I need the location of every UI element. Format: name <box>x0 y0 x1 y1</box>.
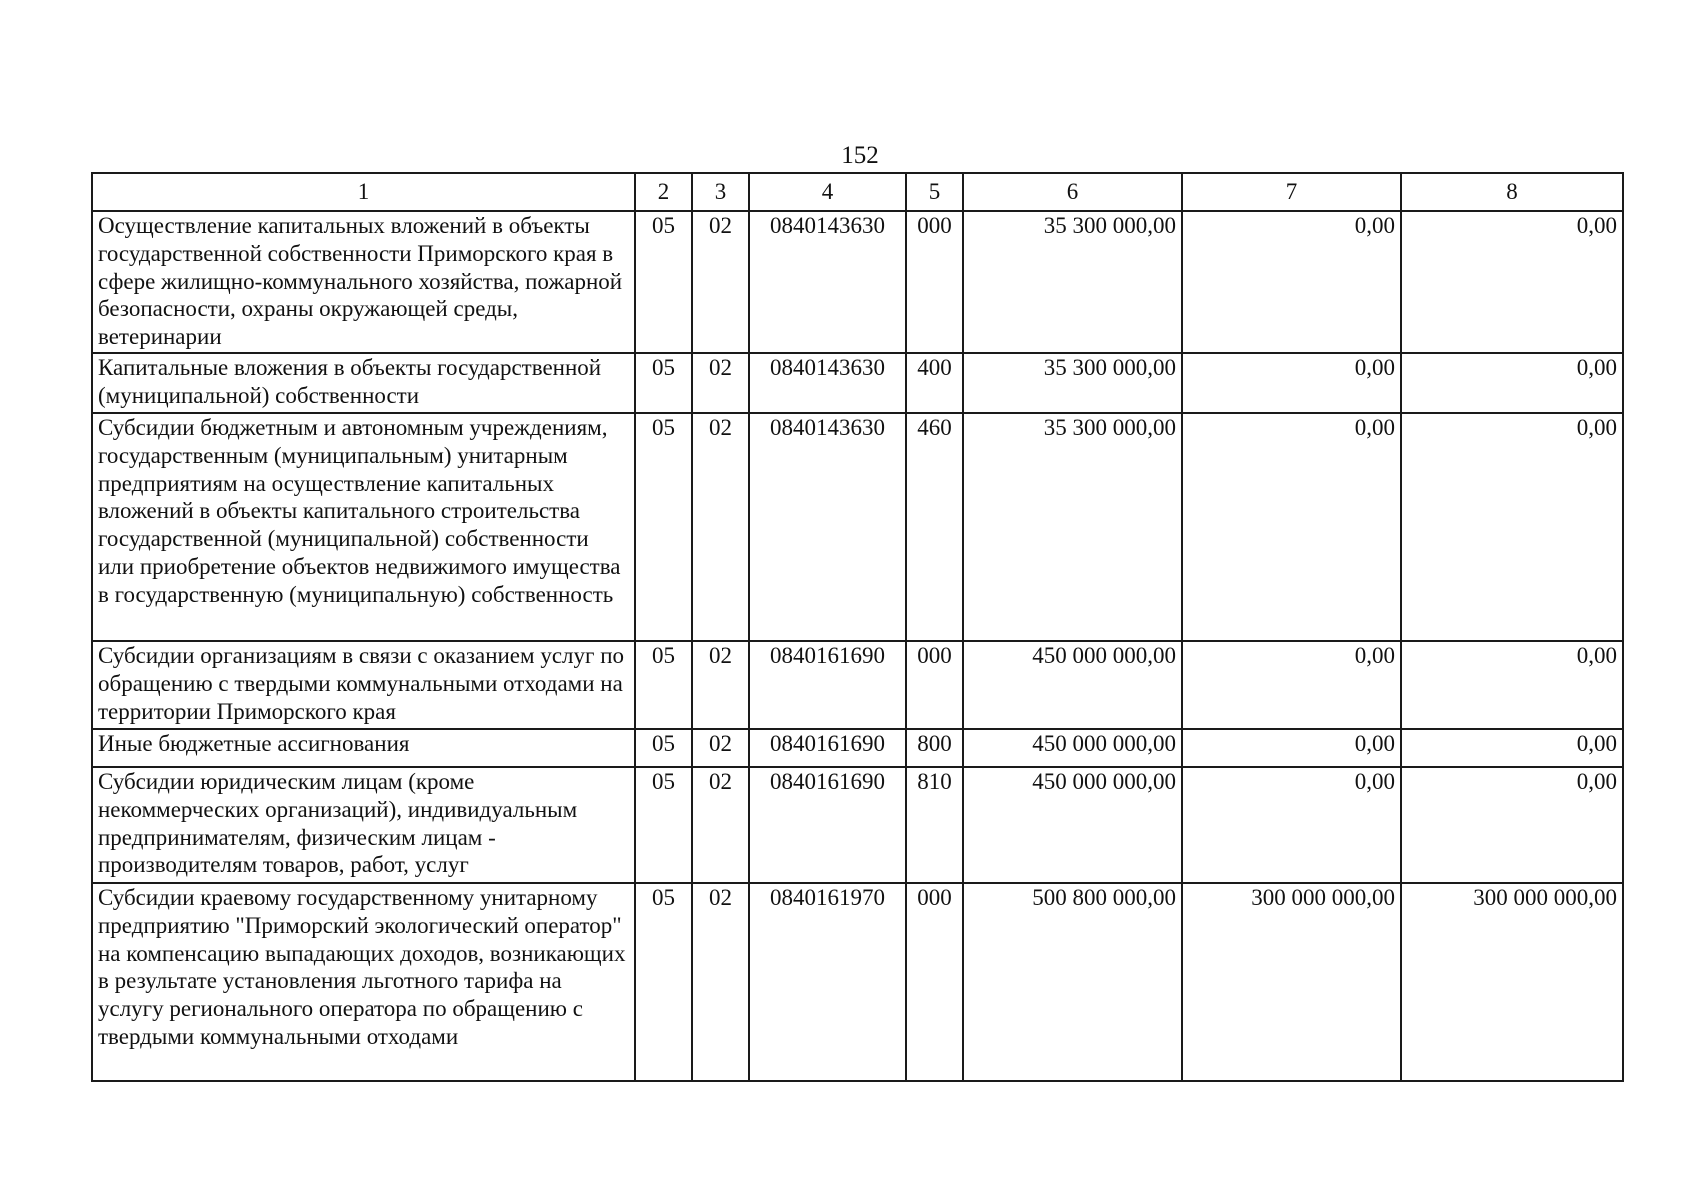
table-row <box>92 729 1623 767</box>
row-name: Субсидии юридическим лицам (кроме некоммерческих организаций), индивидуальным предпринимателям, физическим лицам - производителям товаров, работ, услуг <box>92 767 635 883</box>
row-amount-year1: 35 300 000,00 <box>963 211 1182 353</box>
row-subsection: 02 <box>692 211 749 353</box>
header-col-5: 5 <box>906 173 963 211</box>
row-section: 05 <box>635 883 692 1081</box>
row-name: Субсидии краевому государственному унитарному предприятию "Приморский экологический оператор" на компенсацию выпадающих доходов, возникающих в результате установления льготного тарифа на услугу регионального оператора по обращению с твердыми коммунальными отходами <box>92 883 635 1081</box>
row-amount-year1: 500 800 000,00 <box>963 883 1182 1081</box>
row-amount-year3: 0,00 <box>1401 767 1623 883</box>
row-expense-type: 810 <box>906 767 963 883</box>
table-row <box>92 413 1623 641</box>
row-target-code: 0840161970 <box>749 883 906 1081</box>
row-section: 05 <box>635 413 692 641</box>
row-target-code: 0840143630 <box>749 413 906 641</box>
row-amount-year2: 300 000 000,00 <box>1182 883 1401 1081</box>
row-amount-year2: 0,00 <box>1182 413 1401 641</box>
row-target-code: 0840161690 <box>749 641 906 729</box>
row-section: 05 <box>635 767 692 883</box>
table-row <box>92 353 1623 413</box>
row-amount-year2: 0,00 <box>1182 353 1401 413</box>
header-col-1: 1 <box>92 173 635 211</box>
row-target-code: 0840143630 <box>749 211 906 353</box>
header-col-6: 6 <box>963 173 1182 211</box>
row-section: 05 <box>635 211 692 353</box>
row-amount-year1: 450 000 000,00 <box>963 729 1182 767</box>
row-target-code: 0840143630 <box>749 353 906 413</box>
row-subsection: 02 <box>692 883 749 1081</box>
row-name: Осуществление капитальных вложений в объекты государственной собственности Приморского края в сфере жилищно-коммунального хозяйства, пожарной безопасности, охраны окружающей среды, ветеринарии <box>92 211 635 353</box>
page-number: 152 <box>841 142 879 169</box>
row-amount-year3: 0,00 <box>1401 729 1623 767</box>
header-col-3: 3 <box>692 173 749 211</box>
row-amount-year3: 0,00 <box>1401 353 1623 413</box>
row-expense-type: 000 <box>906 883 963 1081</box>
row-amount-year3: 0,00 <box>1401 413 1623 641</box>
table-row <box>92 767 1623 883</box>
row-section: 05 <box>635 729 692 767</box>
header-col-2: 2 <box>635 173 692 211</box>
row-expense-type: 000 <box>906 211 963 353</box>
header-col-7: 7 <box>1182 173 1401 211</box>
row-amount-year3: 0,00 <box>1401 211 1623 353</box>
row-section: 05 <box>635 641 692 729</box>
row-section: 05 <box>635 353 692 413</box>
row-amount-year2: 0,00 <box>1182 767 1401 883</box>
row-amount-year1: 450 000 000,00 <box>963 641 1182 729</box>
row-amount-year1: 35 300 000,00 <box>963 353 1182 413</box>
row-subsection: 02 <box>692 641 749 729</box>
row-amount-year3: 0,00 <box>1401 641 1623 729</box>
row-name: Субсидии организациям в связи с оказанием услуг по обращению с твердыми коммунальными отходами на территории Приморского края <box>92 641 635 729</box>
row-expense-type: 000 <box>906 641 963 729</box>
budget-table <box>91 172 1624 1082</box>
row-amount-year1: 450 000 000,00 <box>963 767 1182 883</box>
row-name: Субсидии бюджетным и автономным учреждениям, государственным (муниципальным) унитарным предприятиям на осуществление капитальных вложений в объекты капитального строительства государственной (муниципальной) собственности или приобретение объектов недвижимого имущества в государственную (муниципальную) собственность <box>92 413 635 641</box>
row-amount-year2: 0,00 <box>1182 641 1401 729</box>
row-amount-year2: 0,00 <box>1182 729 1401 767</box>
row-amount-year1: 35 300 000,00 <box>963 413 1182 641</box>
row-expense-type: 400 <box>906 353 963 413</box>
header-col-8: 8 <box>1401 173 1623 211</box>
row-amount-year3: 300 000 000,00 <box>1401 883 1623 1081</box>
row-subsection: 02 <box>692 413 749 641</box>
table-row <box>92 883 1623 1081</box>
table-row <box>92 641 1623 729</box>
row-name: Капитальные вложения в объекты государственной (муниципальной) собственности <box>92 353 635 413</box>
row-expense-type: 800 <box>906 729 963 767</box>
row-subsection: 02 <box>692 729 749 767</box>
row-target-code: 0840161690 <box>749 767 906 883</box>
row-name: Иные бюджетные ассигнования <box>92 729 635 767</box>
header-row <box>92 173 1623 211</box>
row-target-code: 0840161690 <box>749 729 906 767</box>
header-col-4: 4 <box>749 173 906 211</box>
row-amount-year2: 0,00 <box>1182 211 1401 353</box>
table-row <box>92 211 1623 353</box>
row-subsection: 02 <box>692 767 749 883</box>
row-subsection: 02 <box>692 353 749 413</box>
row-expense-type: 460 <box>906 413 963 641</box>
